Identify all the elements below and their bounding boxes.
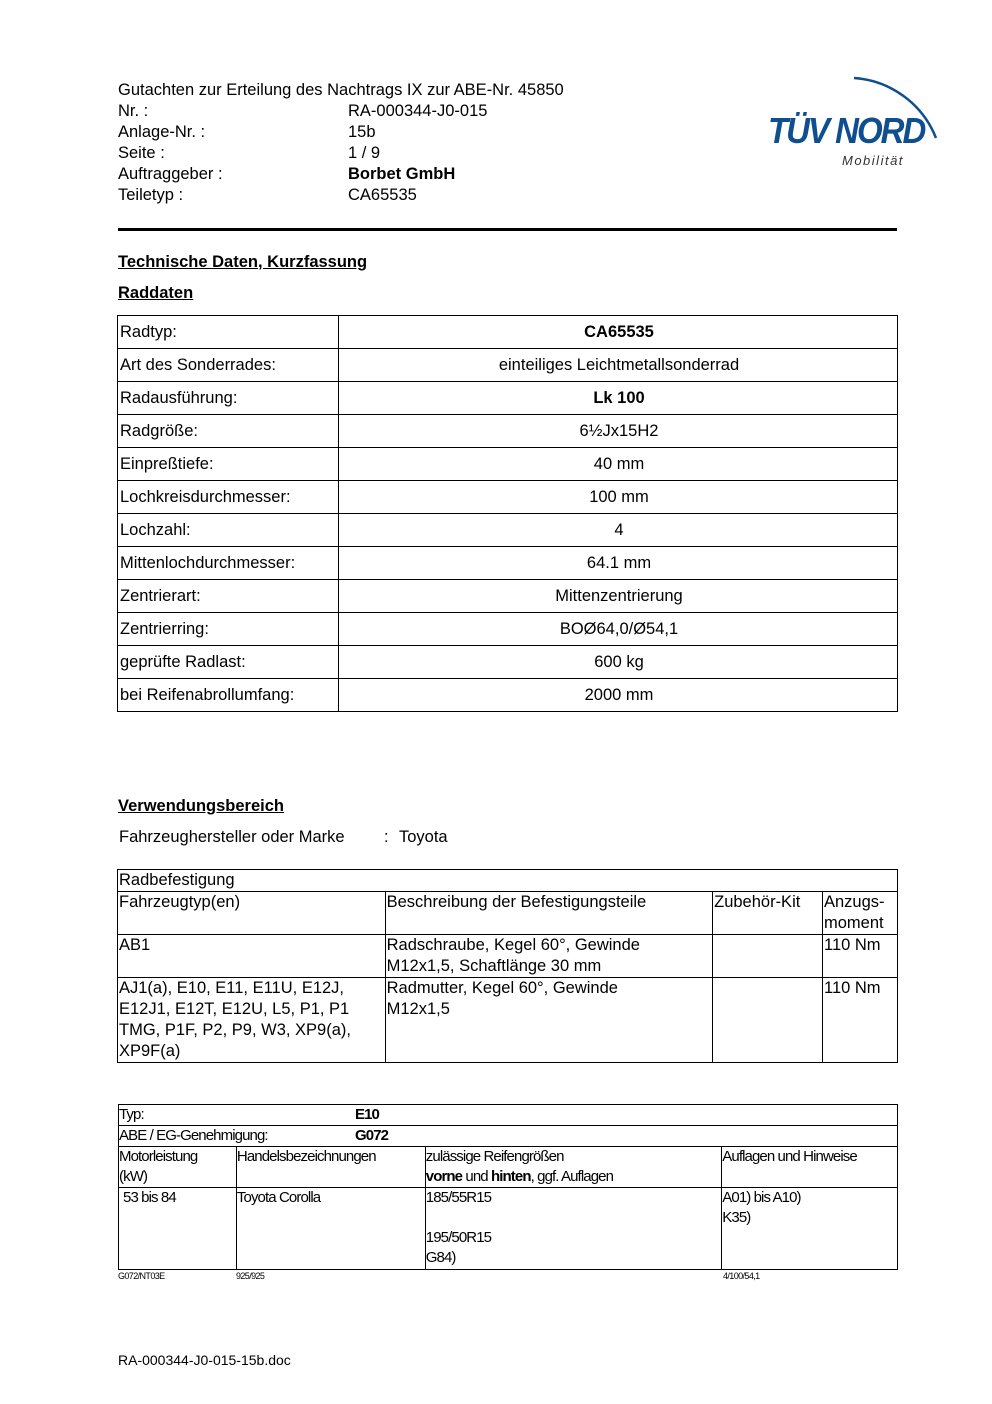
row-label: geprüfte Radlast: xyxy=(118,646,339,679)
row-label: Lochkreisdurchmesser: xyxy=(118,481,339,514)
abe-row xyxy=(119,1126,898,1147)
row-label: Radausführung: xyxy=(118,382,339,415)
header-divider xyxy=(118,228,897,231)
table-row xyxy=(119,1126,898,1147)
wheel-data-table xyxy=(117,315,898,712)
vehicle-types-line: AB1 xyxy=(119,936,151,954)
header-label: Auftraggeber : xyxy=(118,165,223,183)
tire-size-line: 185/55R15 xyxy=(425,1189,492,1206)
row-label: Lochzahl: xyxy=(118,514,339,547)
table-row xyxy=(118,870,898,892)
description-line: M12x1,5, Schaftlänge 30 mm xyxy=(386,957,602,975)
header-row-teiletyp xyxy=(118,185,564,206)
description-line: M12x1,5 xyxy=(386,1000,450,1018)
header-value: Borbet GmbH xyxy=(348,165,456,183)
row-value: 2000 mm xyxy=(339,679,898,712)
table-row xyxy=(118,935,898,978)
table-row xyxy=(118,514,898,547)
col-header: Fahrzeugtyp(en) xyxy=(118,892,386,935)
row-value: BOØ64,0/Ø54,1 xyxy=(339,613,898,646)
tires-tail: , ggf. Auflagen xyxy=(530,1168,614,1185)
table-row xyxy=(118,448,898,481)
row-value: 40 mm xyxy=(339,448,898,481)
row-label: bei Reifenabrollumfang: xyxy=(118,679,339,712)
tires-und: und xyxy=(462,1168,492,1185)
header-row-anlage xyxy=(118,122,564,143)
logo-subtitle: Mobilität xyxy=(842,153,904,168)
description-line: Radmutter, Kegel 60°, Gewinde xyxy=(386,979,618,997)
table-header-row xyxy=(118,892,898,935)
row-label: Einpreßtiefe: xyxy=(118,448,339,481)
col-header: Zubehör-Kit xyxy=(713,892,823,935)
row-value: 600 kg xyxy=(339,646,898,679)
row-value: 64.1 mm xyxy=(339,547,898,580)
col-header-tires xyxy=(425,1147,721,1188)
header-value: RA-000344-J0-015 xyxy=(348,102,488,120)
header-row-auftraggeber xyxy=(118,164,564,185)
col-header-line: Anzugs- xyxy=(824,893,885,911)
report-title: Gutachten zur Erteilung des Nachtrags IX zur ABE-Nr. 45850 xyxy=(118,81,564,99)
row-label: Radgröße: xyxy=(118,415,339,448)
torque: 110 Nm xyxy=(823,935,898,978)
notes xyxy=(722,1188,898,1270)
col-header-power xyxy=(119,1147,237,1188)
tires-rear: hinten xyxy=(491,1168,531,1185)
row-label: Zentrierring: xyxy=(118,613,339,646)
maker-label: Fahrzeughersteller oder Marke xyxy=(119,828,345,846)
tire-size-line xyxy=(426,1208,721,1228)
row-value: 100 mm xyxy=(339,481,898,514)
table-row xyxy=(118,415,898,448)
table-row xyxy=(118,481,898,514)
power-value: 53 bis 84 xyxy=(119,1188,237,1270)
row-label: Zentrierart: xyxy=(118,580,339,613)
tire-size-line: G84) xyxy=(425,1249,456,1266)
accessory-kit xyxy=(713,935,823,978)
row-label: Radtyp: xyxy=(118,316,339,349)
header-label: Seite : xyxy=(118,144,165,162)
vehicle-types-line: E12J1, E12T, E12U, L5, P1, P1 xyxy=(119,1000,350,1018)
notes-line: K35) xyxy=(722,1209,751,1226)
typ-value: E10 xyxy=(355,1106,379,1123)
header-label: Teiletyp : xyxy=(118,186,184,204)
header-value: 1 / 9 xyxy=(348,144,381,162)
mounting-caption: Radbefestigung xyxy=(118,870,898,892)
abe-label: ABE / EG-Genehmigung: xyxy=(119,1127,268,1144)
row-value: 4 xyxy=(339,514,898,547)
row-label: Art des Sonderrades: xyxy=(118,349,339,382)
row-value: Mittenzentrierung xyxy=(339,580,898,613)
vehicle-types xyxy=(118,935,386,978)
maker-value: Toyota xyxy=(399,828,448,846)
row-value: 6½Jx15H2 xyxy=(339,415,898,448)
vehicle-types xyxy=(118,978,386,1063)
col-header-trade: Handelsbezeichnungen xyxy=(236,1147,425,1188)
typ-label: Typ: xyxy=(119,1106,144,1123)
table-row xyxy=(118,978,898,1063)
table-row xyxy=(118,316,898,349)
header-row-seite xyxy=(118,143,564,164)
type-approval-table xyxy=(118,1104,898,1270)
col-header: Beschreibung der Befestigungsteile xyxy=(385,892,712,935)
fastener-description xyxy=(385,935,712,978)
maker-separator: : xyxy=(384,828,389,846)
logo-brand: TÜV NORD xyxy=(768,110,925,151)
table-row xyxy=(118,580,898,613)
col-header-line: Motorleistung xyxy=(119,1148,198,1165)
table-row xyxy=(119,1105,898,1126)
header-value: 15b xyxy=(348,123,376,141)
col-header-line: (kW) xyxy=(119,1168,148,1185)
footnote-code: G072/NT03E xyxy=(118,1271,165,1281)
accessory-kit xyxy=(713,978,823,1063)
table-row xyxy=(118,349,898,382)
tires-front: vorne xyxy=(425,1168,463,1185)
table-row xyxy=(118,646,898,679)
row-value: einteiliges Leichtmetallsonderrad xyxy=(339,349,898,382)
typ-row xyxy=(119,1105,898,1126)
vehicle-types-line: AJ1(a), E10, E11, E11U, E12J, xyxy=(119,979,345,997)
file-name-footer: RA-000344-J0-015-15b.doc xyxy=(118,1352,291,1368)
table-row xyxy=(118,547,898,580)
table-row xyxy=(118,613,898,646)
vehicle-types-line: TMG, P1F, P2, P9, W3, XP9(a), xyxy=(119,1021,351,1039)
section-title-usage: Verwendungsbereich xyxy=(118,797,284,815)
table-row xyxy=(118,382,898,415)
header-label: Nr. : xyxy=(118,102,149,120)
section-title-technical: Technische Daten, Kurzfassung xyxy=(118,253,368,271)
section-subtitle-raddaten: Raddaten xyxy=(118,284,194,302)
header-row-nr xyxy=(118,101,564,122)
row-value: CA65535 xyxy=(339,316,898,349)
torque: 110 Nm xyxy=(823,978,898,1063)
document-header xyxy=(118,80,564,206)
table-row xyxy=(119,1188,898,1270)
fastener-description xyxy=(385,978,712,1063)
tire-size-line: 195/50R15 xyxy=(425,1229,492,1246)
footnote-code: 925/925 xyxy=(236,1271,265,1281)
trade-name: Toyota Corolla xyxy=(236,1188,425,1270)
description-line: Radschraube, Kegel 60°, Gewinde xyxy=(386,936,640,954)
table-row xyxy=(118,679,898,712)
col-header xyxy=(823,892,898,935)
notes-line: A01) bis A10) xyxy=(722,1189,801,1206)
mounting-table xyxy=(117,869,898,1063)
row-value: Lk 100 xyxy=(339,382,898,415)
footnote-code: 4/100/54,1 xyxy=(723,1271,760,1281)
col-header-line xyxy=(426,1167,721,1187)
col-header-line: moment xyxy=(824,914,884,932)
row-label: Mittenlochdurchmesser: xyxy=(118,547,339,580)
table-header-row xyxy=(119,1147,898,1188)
col-header-line: zulässige Reifengrößen xyxy=(425,1148,564,1165)
col-header-notes: Auflagen und Hinweise xyxy=(722,1147,898,1188)
header-value: CA65535 xyxy=(348,186,417,204)
header-label: Anlage-Nr. : xyxy=(118,123,206,141)
abe-value: G072 xyxy=(355,1127,389,1144)
vehicle-types-line: XP9F(a) xyxy=(119,1042,181,1060)
tire-sizes xyxy=(425,1188,721,1270)
tuev-nord-logo xyxy=(762,58,942,173)
